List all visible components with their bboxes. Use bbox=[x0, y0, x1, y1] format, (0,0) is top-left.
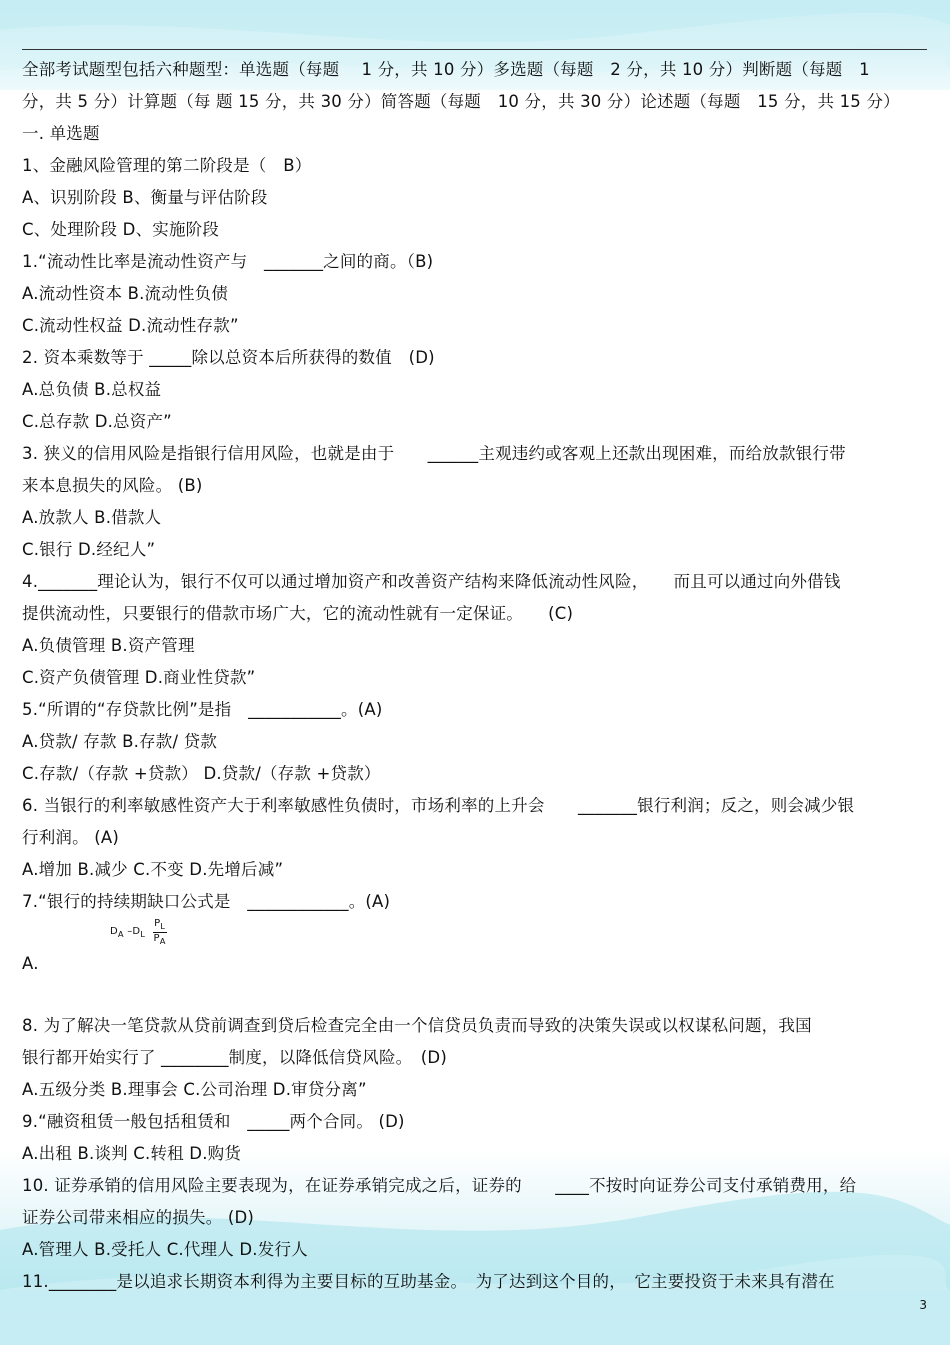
question-line: 证券公司带来相应的损失。 (D) bbox=[22, 1208, 255, 1227]
option-line: A.总负债 B.总权益 bbox=[22, 380, 162, 399]
header-rule bbox=[22, 49, 927, 50]
question-line: 2. 资本乘数等于 _____除以总资本后所获得的数值 (D) bbox=[22, 348, 435, 367]
question-line: 7.“银行的持续期缺口公式是 ____________。(A) bbox=[22, 892, 391, 911]
formula-numerator: $P_L$ bbox=[154, 918, 166, 931]
question-line: 6. 当银行的利率敏感性资产大于利率敏感性负债时，市场利率的上升会 _______银行利润；反之，则会减少银 bbox=[22, 796, 855, 815]
question-line: 9.“融资租赁一般包括租赁和 _____两个合同。 (D) bbox=[22, 1112, 405, 1131]
formula-da: $D_A$ bbox=[110, 925, 124, 939]
option-line: A.流动性资本 B.流动性负债 bbox=[22, 284, 229, 303]
option-line: C.资产负债管理 D.商业性贷款” bbox=[22, 668, 256, 687]
option-line: A.增加 B.减少 C.不变 D.先增后减” bbox=[22, 860, 284, 879]
intro-paragraph bbox=[22, 54, 927, 118]
intro-line: 分，共 5 分）计算题（每 题 15 分，共 30 分）简答题（每题 10 分，共 30 分）论述题（每题 15 分，共 15 分） bbox=[22, 92, 900, 111]
formula-fraction bbox=[153, 918, 167, 947]
formula-option-label: A. bbox=[22, 954, 39, 973]
option-line: A.贷款/ 存款 B.存款/ 贷款 bbox=[22, 732, 218, 751]
option-line: A.管理人 B.受托人 C.代理人 D.发行人 bbox=[22, 1240, 308, 1259]
question-line: 来本息损失的风险。 (B) bbox=[22, 476, 203, 495]
option-line: A、识别阶段 B、衡量与评估阶段 bbox=[22, 188, 268, 207]
intro-line: 全部考试题型包括六种题型：单选题（每题 1 分，共 10 分）多选题（每题 2 分，共 10 分）判断题（每题 1 bbox=[22, 60, 870, 79]
duration-gap-formula bbox=[22, 918, 927, 1010]
question-line: 行利润。 (A) bbox=[22, 828, 120, 847]
question-line: 11.________是以追求长期资本利得为主要目标的互助基金。 为了达到这个目的， 它主要投资于未来具有潜在 bbox=[22, 1272, 835, 1291]
question-line: 4._______理论认为，银行不仅可以通过增加资产和改善资产结构来降低流动性风险， 而且可以通过向外借钱 bbox=[22, 572, 841, 591]
page-number: 3 bbox=[919, 1298, 927, 1312]
option-line: C.存款/（存款 +贷款） D.贷款/（存款 +贷款） bbox=[22, 764, 381, 783]
formula-expression bbox=[110, 918, 167, 947]
question-list bbox=[22, 150, 927, 1298]
question-line: 10. 证券承销的信用风险主要表现为，在证券承销完成之后，证券的 ____不按时向证券公司支付承销费用，给 bbox=[22, 1176, 857, 1195]
document-body bbox=[22, 54, 927, 1298]
question-line: 3. 狭义的信用风险是指银行信用风险，也就是由于 ______主观违约或客观上还款出现困难，而给放款银行带 bbox=[22, 444, 846, 463]
formula-denominator: $P_A$ bbox=[153, 933, 166, 946]
option-line: C、处理阶段 D、实施阶段 bbox=[22, 220, 220, 239]
question-line: 8. 为了解决一笔贷款从贷前调查到贷后检查完全由一个信贷员负责而导致的决策失误或以权谋私问题，我国 bbox=[22, 1016, 812, 1035]
question-line: 5.“所谓的“存贷款比例”是指 ___________。(A) bbox=[22, 700, 383, 719]
document-page bbox=[22, 0, 927, 1345]
formula-dl: $-D_L$ bbox=[123, 925, 146, 939]
option-line: A.负债管理 B.资产管理 bbox=[22, 636, 195, 655]
option-line: A.放款人 B.借款人 bbox=[22, 508, 162, 527]
question-line: 提供流动性，只要银行的借款市场广大，它的流动性就有一定保证。 (C) bbox=[22, 604, 574, 623]
question-line: 银行都开始实行了 ________制度，以降低信贷风险。 (D) bbox=[22, 1048, 447, 1067]
question-line: 1、金融风险管理的第二阶段是（ B） bbox=[22, 156, 312, 175]
question-line: 1.“流动性比率是流动性资产与 _______之间的商。（B) bbox=[22, 252, 434, 271]
option-line: A.出租 B.谈判 C.转租 D.购货 bbox=[22, 1144, 242, 1163]
option-line: A.五级分类 B.理事会 C.公司治理 D.审贷分离” bbox=[22, 1080, 367, 1099]
option-line: C.总存款 D.总资产” bbox=[22, 412, 172, 431]
section-title: 一. 单选题 bbox=[22, 124, 100, 143]
option-line: C.银行 D.经纪人” bbox=[22, 540, 156, 559]
option-line: C.流动性权益 D.流动性存款” bbox=[22, 316, 239, 335]
